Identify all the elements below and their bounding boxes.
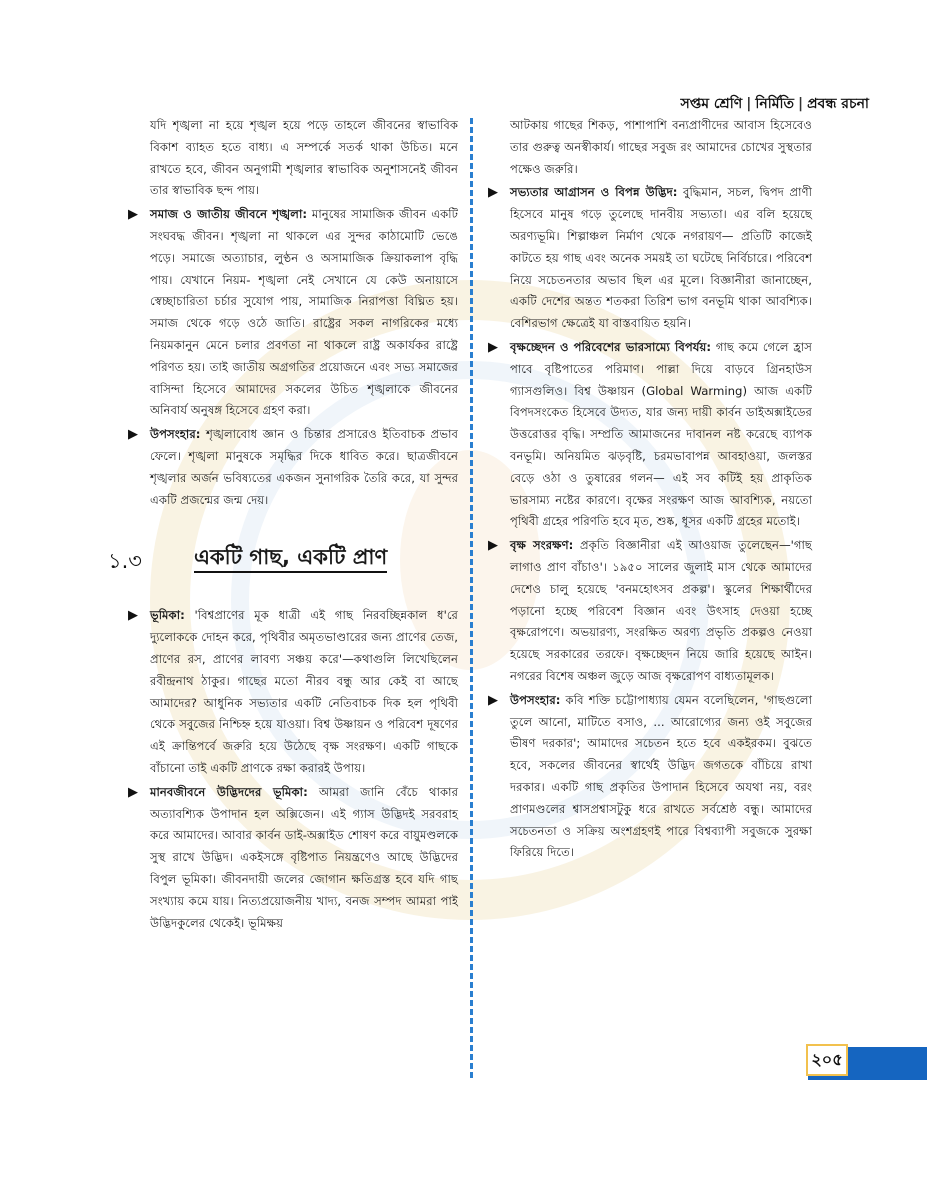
header-separator: | <box>797 96 804 112</box>
list-item <box>488 690 812 864</box>
list-item <box>488 535 813 688</box>
item-heading: মানবজীবনে উদ্ভিদদের ভূমিকা: <box>150 784 308 799</box>
item-heading: সভ্যতার আগ্রাসন ও বিপন্ন উদ্ভিদ: <box>510 185 678 200</box>
list-item <box>128 204 458 422</box>
item-heading: সমাজ ও জাতীয় জীবনে শৃঙ্খলা: <box>150 207 308 222</box>
item-text: শৃঙ্খলাবোধ জ্ঞান ও চিন্তার প্রসারেও ইতিবাচক প্রভাব ফেলে। শৃঙ্খলা মানুষকে সমৃদ্ধির দিকে ধাবিত করে। ছাত্রজীবনে শৃঙ্খলার অর্জন ভবিষ্যতের একজন সুনাগরিক তৈরি করে, যা সুন্দর একটি প্রজন্মের জন্ম দেয়। <box>150 427 458 507</box>
item-text: কবি শক্তি চট্টোপাধ্যায় যেমন বলেছিলেন, 'গাছগুলো তুলে আনো, মাটিতে বসাও, ... আরোগ্যের জন্য ওই সবুজের ভীষণ দরকার'; আমাদের সচেতন হতে হবে একইরকম। বুঝতে হবে, সকলের জীবনের স্বার্থেই উদ্ভিদ জগতকে বাঁচিয়ে রাখা দরকার। একটি গাছ প্রকৃতির উপাদান হিসেবে অযথা নয়, বরং প্রাণমণ্ডলের শ্বাসপ্রশ্বাসটুকু ধরে রাখতে সর্বশ্রেষ্ঠ বন্ধু। আমাদের সচেতনতা ও সক্রিয় অংশগ্রহণই পারে বিশ্বব্যাপী সবুজকে সুরক্ষা ফিরিয়ে দিতে। <box>510 692 812 860</box>
section-heading <box>108 545 458 585</box>
header-chapter: প্রবন্ধ রচনা <box>807 96 869 112</box>
section-number: ১.৩ <box>108 549 142 574</box>
page-number: ২০৫ <box>806 1044 848 1076</box>
item-heading: উপসংহার: <box>510 692 561 707</box>
page-header <box>680 92 869 116</box>
bullet-arrow-icon: ▶ <box>488 185 498 201</box>
item-heading: উপসংহার: <box>150 427 201 442</box>
bullet-arrow-icon: ▶ <box>128 608 138 624</box>
list-item <box>488 182 812 335</box>
bullet-arrow-icon: ▶ <box>128 427 138 443</box>
item-text: বুদ্ধিমান, সচল, দ্বিপদ প্রাণী হিসেবে মানুষ গড়ে তুলেছে দানবীয় সভ্যতা। এর বলি হয়েছে অরণ্যভূমি। শিল্পাঞ্চল নির্মাণ থেকে নগরায়ণ— প্রতিটি কাজেই কাটতে হয় গাছ এবং অনেক সময়ই তা ঘটেছে নির্বিচারে। পরিবেশ নিয়ে সচেতনতার অভাব ছিল এর মূলে। বিজ্ঞানীরা জানাচ্ছেন, একটি দেশের অন্তত শতকরা তিরিশ ভাগ বনভূমি থাকা আবশ্যিক। বেশিরভাগ ক্ষেত্রেই যা বাস্তবায়িত হয়নি। <box>510 185 812 331</box>
item-heading: ভূমিকা: <box>150 608 185 623</box>
bullet-arrow-icon: ▶ <box>128 784 138 800</box>
bullet-arrow-icon: ▶ <box>488 692 498 708</box>
item-text: 'বিশ্বপ্রাণের মূক ধাত্রী এই গাছ নিরবচ্ছিন্নকাল ধ'রে দ্যুলোককে দোহন করে, পৃথিবীর অমৃতভাণ্ডারের জন্য প্রাণের তেজ, প্রাণের রস, প্রাণের লাবণ্য সঞ্চয় করে'—কথাগুলি লিখেছিলেন রবীন্দ্রনাথ ঠাকুর। গাছের মতো নীরব বন্ধু আর কেই বা আছে আমাদের? আধুনিক সভ্যতার একটি নেতিবাচক দিক হল পৃথিবী থেকে সবুজের নিশ্চিহ্ন হয়ে যাওয়া। বিশ্ব উষ্ণায়ন ও পরিবেশ দূষণের এই ক্রান্তিপর্বে জরুরি হয়ে উঠেছে বৃক্ষ সংরক্ষণ। একটি গাছকে বাঁচানো তাই একটি প্রাণকে রক্ষা করারই উপায়। <box>150 608 458 775</box>
list-item <box>488 337 812 533</box>
right-intro-paragraph: আটকায় গাছের শিকড়, পাশাপাশি বন্যপ্রাণীদের আবাস হিসেবেও তার গুরুত্ব অনস্বীকার্য। গাছের সবুজ রং আমাদের চোখের সুস্থতার পক্ষেও জরুরি। <box>510 118 812 176</box>
left-column <box>108 115 458 934</box>
item-text: আমরা জানি বেঁচে থাকার অত্যাবশ্যিক উপাদান হল অক্সিজেন। এই গ্যাস উদ্ভিদই সরবরাহ করে আমাদের। আবার কার্বন ডাই-অক্সাইড শোষণ করে বায়ুমণ্ডলকে সুস্থ রাখে উদ্ভিদ। একইসঙ্গে বৃষ্টিপাত নিয়ন্ত্রণেও আছে উদ্ভিদের বিপুল ভূমিকা। জীবনদায়ী জলের জোগান ক্ষতিগ্রস্ত হবে যদি গাছ সংখ্যায় কমে যায়। নিত্যপ্রয়োজনীয় খাদ্য, বনজ সম্পদ আমরা পাই উদ্ভিদকুলের থেকেই। ভূমিক্ষয় <box>150 784 458 930</box>
column-divider <box>470 118 473 1078</box>
item-heading: বৃক্ষ সংরক্ষণ: <box>510 538 574 553</box>
header-grade: সপ্তম শ্রেণি <box>680 96 743 112</box>
bullet-arrow-icon: ▶ <box>128 207 138 223</box>
list-item <box>128 605 458 779</box>
header-separator: | <box>746 96 752 112</box>
bullet-arrow-icon: ▶ <box>488 538 498 554</box>
item-text: গাছ কমে গেলে হ্রাস পাবে বৃষ্টিপাতের পরিমাণ। পাল্লা দিয়ে বাড়বে গ্রিনহাউস গ্যাসগুলিও। বিশ্ব উষ্ণায়ন (Global Warming) আজ একটি বিপদসংকেত হিসেবে উদ্যত, যার জন্য দায়ী কার্বন ডাইঅক্সাইডের উত্তরোত্তর বৃদ্ধি। সম্প্রতি আমাজনের দাবানল নষ্ট করেছে ব্যাপক বনভূমি। অনিয়মিত ঝড়বৃষ্টি, চরমভাবাপন্ন আবহাওয়া, জলস্তর বেড়ে ওঠা ও তুষারের গলন— এই সব কটিই হয় প্রাকৃতিক ভারসাম্য নষ্টের কারণে। বৃক্ষের সংরক্ষণ আজ আবশ্যিক, নয়তো পৃথিবী গ্রহের পরিণতি হবে মৃত, শুষ্ক, ধূসর একটি গ্রহের মতোই। <box>510 339 812 529</box>
item-heading: বৃক্ষচ্ছেদন ও পরিবেশের ভারসাম্যে বিপর্যয়: <box>510 339 712 354</box>
list-item <box>128 424 458 511</box>
list-item <box>128 782 458 935</box>
item-text: মানুষের সামাজিক জীবন একটি সংঘবদ্ধ জীবন। শৃঙ্খলা না থাকলে এর সুন্দর কাঠামোটি ভেঙে পড়ে। সমাজে অত্যাচার, লুণ্ঠন ও অসামাজিক ক্রিয়াকলাপ বৃদ্ধি পায়। যেখানে নিয়ম- শৃঙ্খলা নেই সেখানে যে কেউ অনায়াসে স্বেচ্ছাচারিতা চর্চার সুযোগ পায়, সামাজিক নিরাপত্তা বিঘ্নিত হয়। সমাজ থেকে গড়ে ওঠে জাতি। রাষ্ট্রের সকল নাগরিকের মধ্যে নিয়মকানুন মেনে চলার প্রবণতা না থাকলে রাষ্ট্র অকার্যকর রাষ্ট্রে পরিণত হয়। তাই জাতীয় অগ্রগতির প্রয়োজনে এবং সভ্য সমাজের বাসিন্দা হিসেবে আমাদের সকলের উচিত শৃঙ্খলাকে জীবনের অনিবার্য অনুষঙ্গ হিসেবে গ্রহণ করা। <box>150 207 458 418</box>
right-column <box>488 115 813 864</box>
item-text: প্রকৃতি বিজ্ঞানীরা এই আওয়াজ তুলেছেন—'গাছ লাগাও প্রাণ বাঁচাও'। ১৯৫০ সালের জুলাই মাস থেকে আমাদের দেশেও চালু হয়েছে 'বনমহোৎসব প্রকল্প'। স্কুলের শিক্ষার্থীদের পড়ানো হচ্ছে পরিবেশ বিজ্ঞান এবং উৎসাহ দেওয়া হচ্ছে বৃক্ষরোপণে। অভয়ারণ্য, সংরক্ষিত অরণ্য প্রভৃতি প্রকল্পও নেওয়া হয়েছে সরকারের তরফে। বৃক্ষচ্ছেদন নিয়ে জারি হয়েছে আইন। নগরের বিশেষ অঞ্চল জুড়ে আজ বৃক্ষরোপণ বাধ্যতামূলক। <box>510 538 813 683</box>
header-book: নির্মিতি <box>755 96 794 112</box>
left-intro-paragraph: যদি শৃঙ্খলা না হয়ে শৃঙ্খল হয়ে পড়ে তাহলে জীবনের স্বাভাবিক বিকাশ ব্যাহত হতে বাধ্য। এ সম্পর্কে সতর্ক থাকা উচিত। মনে রাখতে হবে, জীবন অনুগামী শৃঙ্খলার স্বাভাবিক অনুশাসনেই জীবন তার স্বাভাবিক ছন্দ পায়। <box>150 118 458 198</box>
bullet-arrow-icon: ▶ <box>488 339 498 355</box>
section-title: একটি গাছ, একটি প্রাণ <box>194 547 387 573</box>
